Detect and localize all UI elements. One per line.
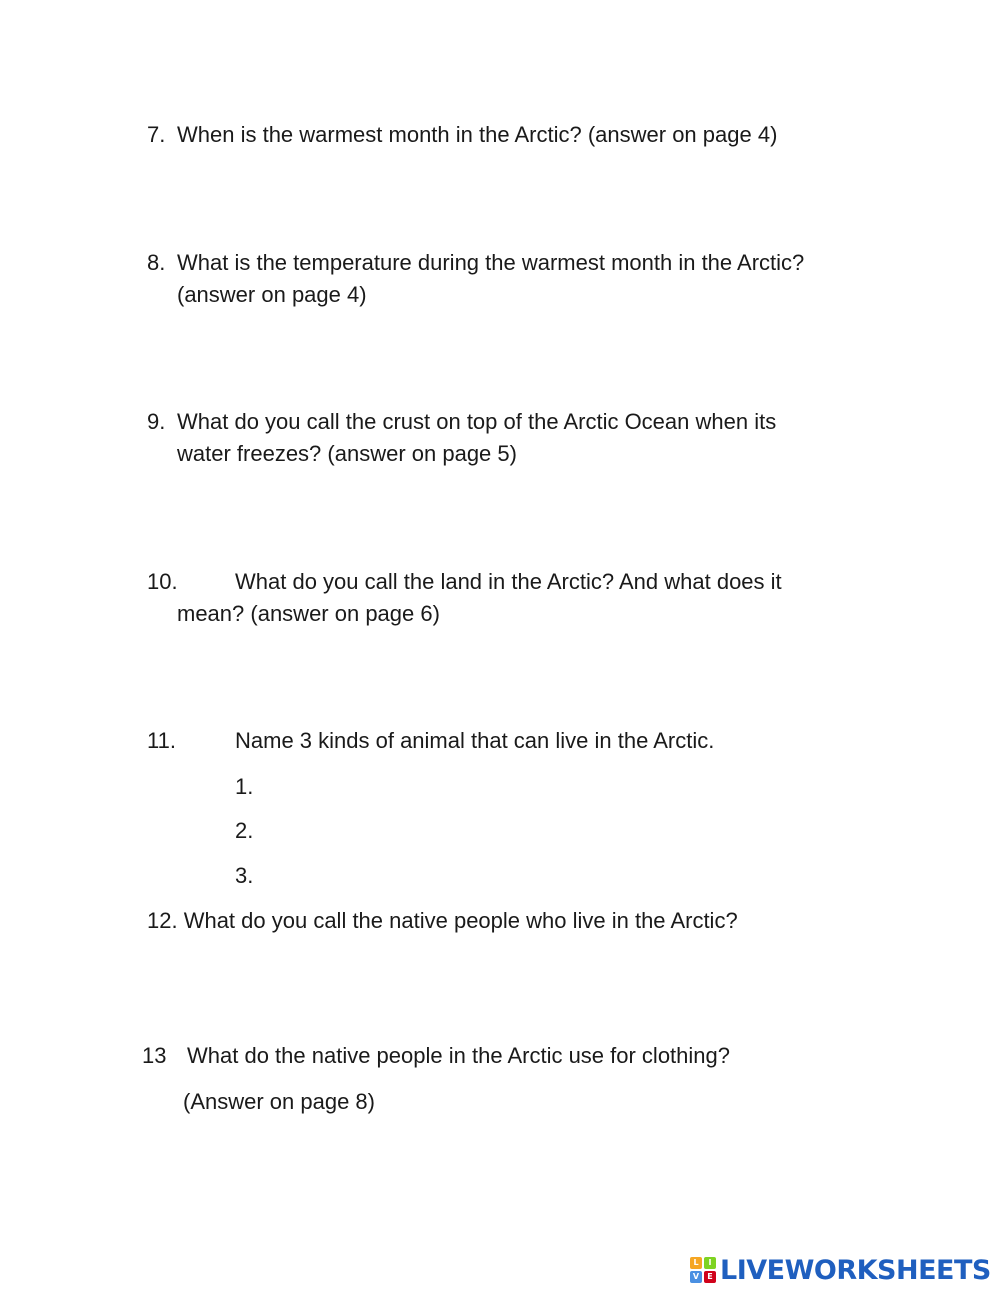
question-10-text-line-1: What do you call the land in the Arctic? And what does it <box>235 569 782 594</box>
question-8-number: 8. <box>147 250 166 275</box>
liveworksheets-logo <box>690 1252 991 1288</box>
question-10-text-line-2: mean? (answer on page 6) <box>177 601 440 626</box>
question-7-number: 7. <box>147 122 166 147</box>
answer-item-3: 3. <box>235 863 254 888</box>
answer-item-2: 2. <box>235 818 254 843</box>
logo-mark-v: V <box>690 1271 702 1283</box>
logo-text: LIVEWORKSHEETS <box>720 1254 991 1286</box>
question-10-number: 10. <box>147 569 178 594</box>
logo-mark-l: L <box>690 1257 702 1269</box>
question-13-number: 13 <box>142 1043 167 1068</box>
question-13-text-line-1: What do the native people in the Arctic use for clothing? <box>187 1043 730 1068</box>
answer-item-1: 1. <box>235 774 254 799</box>
question-11-text: Name 3 kinds of animal that can live in the Arctic. <box>235 728 715 753</box>
question-9-number: 9. <box>147 409 166 434</box>
question-13-text-line-2: (Answer on page 8) <box>183 1089 375 1114</box>
liveworksheets-logo-icon <box>690 1257 716 1283</box>
question-9-text-line-2: water freezes? (answer on page 5) <box>177 441 517 466</box>
question-11-number: 11. <box>147 728 176 753</box>
question-7-text: When is the warmest month in the Arctic? (answer on page 4) <box>177 122 778 147</box>
question-8-text-line-1: What is the temperature during the warmest month in the Arctic? <box>177 250 805 275</box>
logo-mark-i: I <box>704 1257 716 1269</box>
question-9-text-line-1: What do you call the crust on top of the Arctic Ocean when its <box>177 409 777 434</box>
logo-mark-e: E <box>704 1271 716 1283</box>
question-8-text-line-2: (answer on page 4) <box>177 282 367 307</box>
question-12-text: 12. What do you call the native people who live in the Arctic? <box>147 908 738 933</box>
